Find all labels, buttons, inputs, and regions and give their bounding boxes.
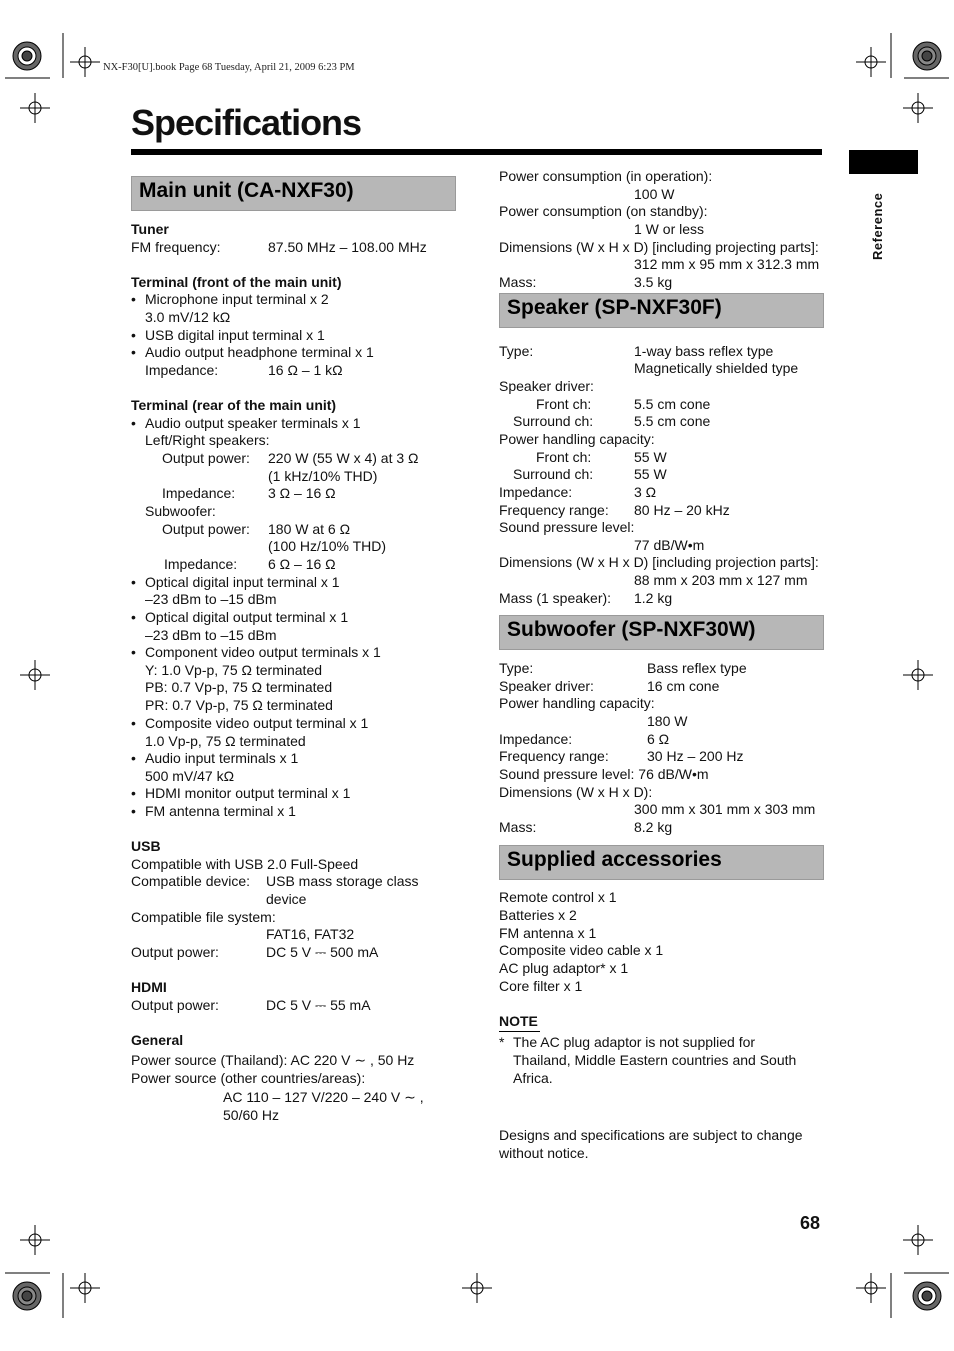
spec-value: (100 Hz/10% THD) (268, 538, 387, 554)
bullet: • (131, 291, 136, 307)
spec-value: 87.50 MHz – 108.00 MHz (268, 239, 427, 255)
spec-label: Type: (499, 343, 534, 359)
spec-value: 220 W (55 W x 4) at 3 Ω (268, 450, 419, 466)
rosette-bottom-right (913, 1282, 941, 1310)
note-text: Thailand, Middle Eastern countries and South (513, 1052, 797, 1068)
spec-label: Output power: (131, 997, 219, 1013)
bullet: • (131, 609, 136, 625)
spec-item: Compatible with USB 2.0 Full-Speed (131, 856, 359, 872)
spec-item: Sound pressure level: 76 dB/W•m (499, 766, 709, 782)
section-title: Subwoofer (SP-NXF30W) (507, 618, 756, 641)
spec-value: device (266, 891, 307, 907)
crosshair (903, 1225, 933, 1255)
crosshair (856, 47, 886, 77)
spec-label: Mass (1 speaker): (499, 590, 612, 606)
crosshair (20, 1225, 50, 1255)
spec-label: Sound pressure level: (499, 519, 635, 535)
rosette-bottom-left (13, 1282, 41, 1310)
spec-label: Output power: (162, 450, 250, 466)
spec-label: Power handling capacity: (499, 431, 655, 447)
spec-label: Dimensions (W x H x D) [including projecting parts]: (499, 239, 819, 255)
subheading-tuner: Tuner (131, 221, 169, 237)
disclaimer: without notice. (499, 1145, 589, 1161)
spec-value: DC 5 V ⎓ 55 mA (266, 997, 371, 1013)
note-text: Africa. (513, 1070, 553, 1086)
spec-value: 1.2 kg (634, 590, 673, 606)
spec-label: Dimensions (W x H x D): (499, 784, 653, 800)
subheading-usb: USB (131, 838, 161, 854)
spec-value: 80 Hz – 20 kHz (634, 502, 730, 518)
spec-item: FM antenna terminal x 1 (145, 803, 296, 819)
crosshair (20, 93, 50, 123)
spec-value: 50/60 Hz (223, 1107, 280, 1123)
spec-value: 300 mm x 301 mm x 303 mm (634, 801, 816, 817)
spec-label: Left/Right speakers: (145, 432, 270, 448)
print-header: NX-F30[U].book Page 68 Tuesday, April 21, 2009 6:23 PM (103, 62, 355, 73)
spec-value: 312 mm x 95 mm x 312.3 mm (634, 256, 820, 272)
spec-value: Bass reflex type (647, 660, 747, 676)
spec-value: 3 Ω (634, 484, 657, 500)
rosette-top-right (913, 42, 941, 70)
spec-label: Impedance: (162, 485, 236, 501)
spec-label: Compatible device: (131, 873, 251, 889)
spec-item: HDMI monitor output terminal x 1 (145, 785, 351, 801)
accessory-item: Remote control x 1 (499, 889, 617, 905)
spec-label: Frequency range: (499, 502, 609, 518)
bullet: • (131, 750, 136, 766)
spec-label: Power consumption (on standby): (499, 203, 708, 219)
spec-label: Output power: (162, 521, 250, 537)
spec-label: Subwoofer: (145, 503, 216, 519)
spec-label: Impedance: (164, 556, 238, 572)
spec-value: 3.0 mV/12 kΩ (145, 309, 231, 325)
spec-value: 180 W at 6 Ω (268, 521, 351, 537)
subheading-hdmi: HDMI (131, 979, 167, 995)
spec-value: DC 5 V ⎓ 500 mA (266, 944, 379, 960)
spec-value: 16 Ω – 1 kΩ (268, 362, 343, 378)
bullet: • (131, 785, 136, 801)
bullet: • (131, 327, 136, 343)
spec-value: 5.5 cm cone (634, 396, 711, 412)
subheading-rear-terminal: Terminal (rear of the main unit) (131, 397, 337, 413)
spec-value: 100 W (634, 186, 675, 202)
spec-label: Frequency range: (499, 748, 609, 764)
note-heading: NOTE (499, 1013, 538, 1029)
spec-value: USB mass storage class (266, 873, 419, 889)
spec-label: Dimensions (W x H x D) [including projection parts]: (499, 554, 819, 570)
crosshair (903, 660, 933, 690)
spec-value: 1 W or less (634, 221, 705, 237)
spec-value: 77 dB/W•m (634, 537, 705, 553)
spec-label: Impedance: (499, 484, 573, 500)
spec-value: 6 Ω – 16 Ω (268, 556, 336, 572)
spec-item: Composite video output terminal x 1 (145, 715, 369, 731)
crosshair (462, 1273, 492, 1303)
spec-label: Compatible file system: (131, 909, 276, 925)
spec-label: Surround ch: (513, 413, 594, 429)
rosette-top-left (13, 42, 41, 70)
spec-label: Speaker driver: (499, 678, 594, 694)
section-title: Supplied accessories (507, 848, 722, 871)
spec-value: –23 dBm to –15 dBm (145, 591, 277, 607)
spec-item: Optical digital input terminal x 1 (145, 574, 340, 590)
spec-label: Type: (499, 660, 534, 676)
spec-item: Power source (Thailand): AC 220 V ∼ , 50 Hz (131, 1052, 415, 1068)
section-title: Main unit (CA-NXF30) (139, 179, 354, 202)
section-main-unit (131, 176, 456, 211)
bullet: • (131, 803, 136, 819)
bullet: • (131, 415, 136, 431)
crosshair (20, 660, 50, 690)
spec-item: Audio output speaker terminals x 1 (145, 415, 361, 431)
spec-value: 1-way bass reflex type (634, 343, 774, 359)
crosshair (856, 1273, 886, 1303)
spec-label: Power handling capacity: (499, 695, 655, 711)
spec-value: Y: 1.0 Vp-p, 75 Ω terminated (145, 662, 323, 678)
title-rule (131, 149, 822, 155)
section-subwoofer (499, 615, 824, 650)
spec-value: 8.2 kg (634, 819, 673, 835)
spec-value: 3.5 kg (634, 274, 673, 290)
section-title: Speaker (SP-NXF30F) (507, 296, 722, 319)
bullet: • (131, 344, 136, 360)
spec-value: 55 W (634, 466, 667, 482)
subheading-general: General (131, 1032, 184, 1048)
spec-label: Speaker driver: (499, 378, 594, 394)
disclaimer: Designs and specifications are subject to change (499, 1127, 803, 1143)
accessory-item: Composite video cable x 1 (499, 942, 664, 958)
spec-label: Output power: (131, 944, 219, 960)
note-underline (499, 1031, 540, 1032)
accessory-item: FM antenna x 1 (499, 925, 597, 941)
spec-label: Front ch: (536, 396, 592, 412)
spec-label: Mass: (499, 274, 537, 290)
bullet: • (131, 574, 136, 590)
spec-label: Mass: (499, 819, 537, 835)
bullet: • (131, 715, 136, 731)
spec-value: –23 dBm to –15 dBm (145, 627, 277, 643)
accessory-item: Core filter x 1 (499, 978, 583, 994)
side-tab-label: Reference (870, 192, 885, 260)
spec-value: 500 mV/47 kΩ (145, 768, 235, 784)
spec-value: 55 W (634, 449, 667, 465)
spec-value: 30 Hz – 200 Hz (647, 748, 744, 764)
spec-label: Surround ch: (513, 466, 594, 482)
spec-label: Front ch: (536, 449, 592, 465)
spec-value: 1.0 Vp-p, 75 Ω terminated (145, 733, 306, 749)
spec-item: Audio output headphone terminal x 1 (145, 344, 374, 360)
note-asterisk: * (499, 1034, 505, 1050)
accessory-item: Batteries x 2 (499, 907, 577, 923)
page-number: 68 (800, 1213, 821, 1233)
section-accessories (499, 845, 824, 880)
subheading-front-terminal: Terminal (front of the main unit) (131, 274, 342, 290)
section-speaker (499, 293, 824, 328)
spec-item: Component video output terminals x 1 (145, 644, 381, 660)
crosshair (70, 47, 100, 77)
spec-value: AC 110 – 127 V/220 – 240 V ∼ , (223, 1089, 424, 1105)
side-tab-bar (849, 150, 918, 174)
spec-value: 88 mm x 203 mm x 127 mm (634, 572, 808, 588)
spec-item: Optical digital output terminal x 1 (145, 609, 349, 625)
spec-value: Magnetically shielded type (634, 360, 799, 376)
note-text: The AC plug adaptor is not supplied for (513, 1034, 756, 1050)
spec-item: USB digital input terminal x 1 (145, 327, 325, 343)
page-title: Specifications (131, 102, 362, 143)
spec-value: PR: 0.7 Vp-p, 75 Ω terminated (145, 697, 333, 713)
spec-label: Impedance: (145, 362, 219, 378)
spec-label: Impedance: (499, 731, 573, 747)
spec-value: 180 W (647, 713, 688, 729)
spec-value: FAT16, FAT32 (266, 926, 355, 942)
crosshair (903, 93, 933, 123)
spec-label: Power source (other countries/areas): (131, 1070, 366, 1086)
spec-value: (1 kHz/10% THD) (268, 468, 378, 484)
spec-label: Power consumption (in operation): (499, 168, 713, 184)
spec-item: Audio input terminals x 1 (145, 750, 299, 766)
spec-value: 6 Ω (647, 731, 670, 747)
spec-value: 5.5 cm cone (634, 413, 711, 429)
spec-value: 3 Ω – 16 Ω (268, 485, 336, 501)
spec-value: 16 cm cone (647, 678, 720, 694)
accessory-item: AC plug adaptor* x 1 (499, 960, 629, 976)
bullet: • (131, 644, 136, 660)
spec-label: FM frequency: (131, 239, 221, 255)
spec-value: PB: 0.7 Vp-p, 75 Ω terminated (145, 679, 333, 695)
crosshair (70, 1273, 100, 1303)
spec-item: Microphone input terminal x 2 (145, 291, 329, 307)
